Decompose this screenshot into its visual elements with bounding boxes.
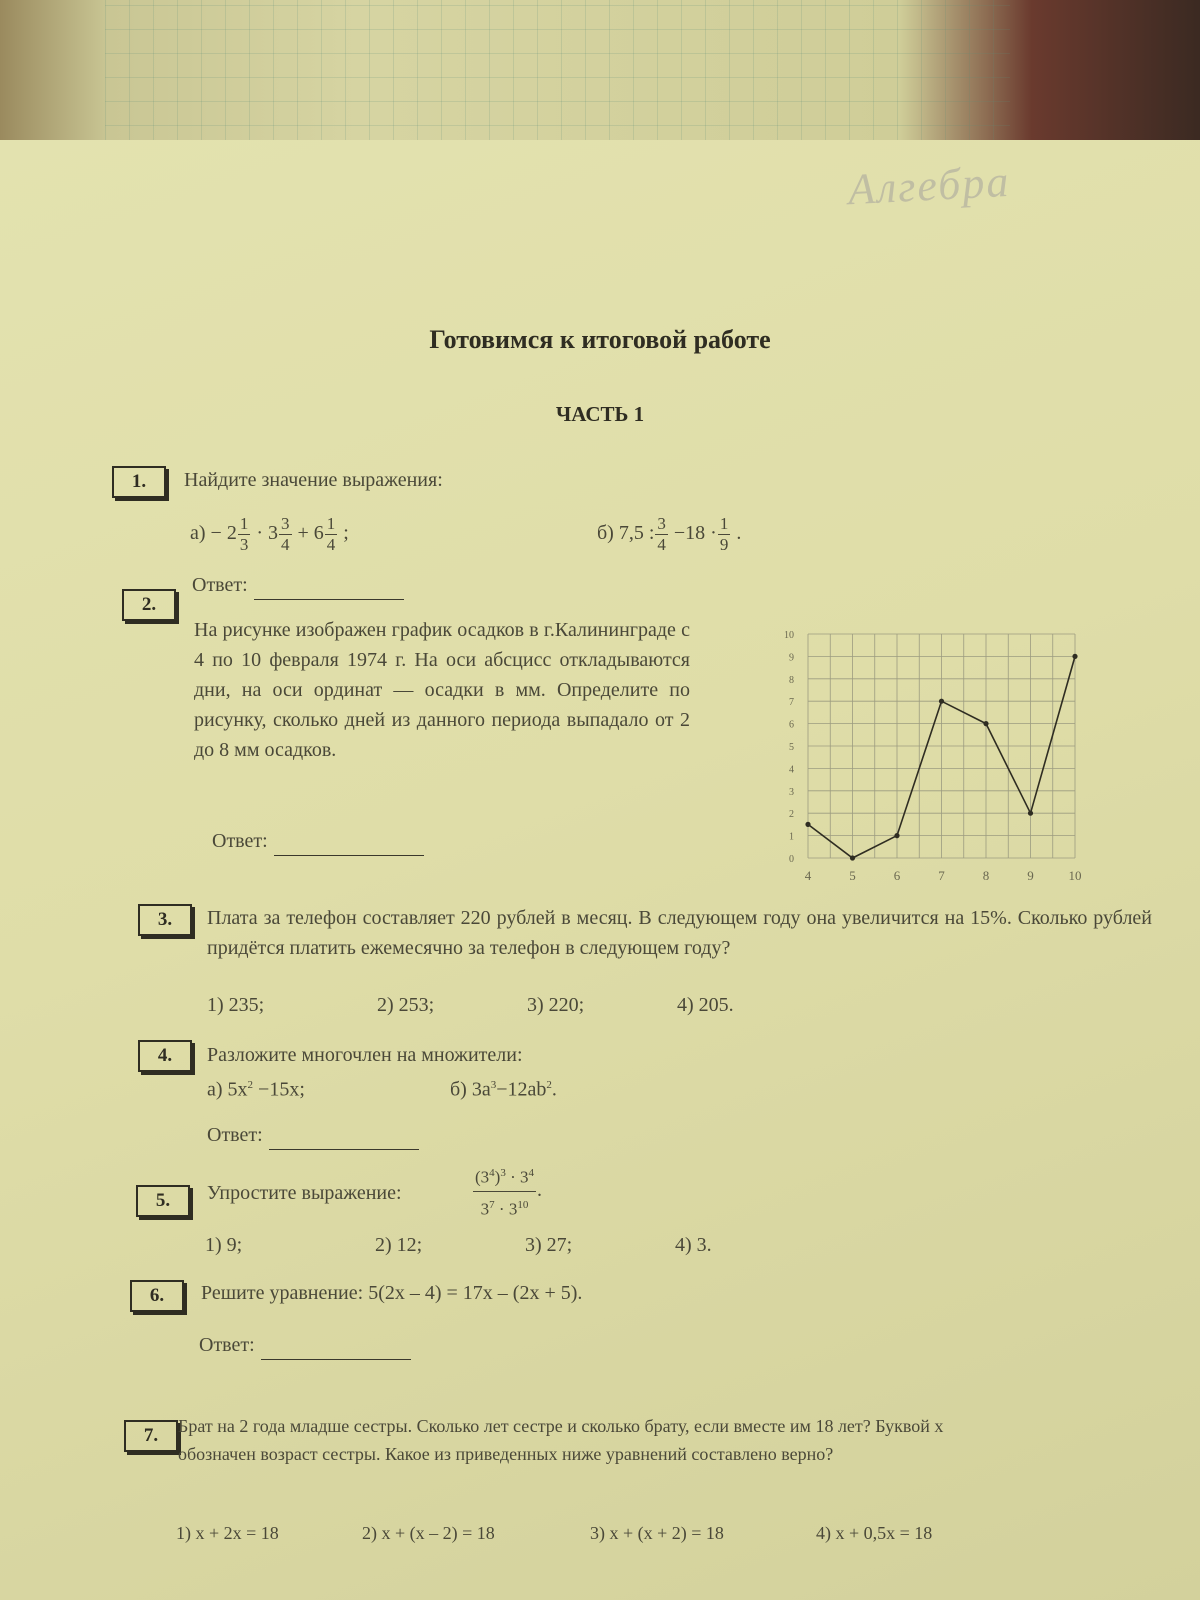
data-point [805, 822, 810, 827]
task-3-text: Плата за телефон составляет 220 рублей в месяц. В следующем году она увеличится на 15%. Сколько рублей придётся платить ежемесячно за телефон в следующем году? [207, 907, 1152, 959]
t4-a-part: а) 5x [207, 1078, 248, 1101]
task-5-expression [472, 1160, 542, 1222]
t5-sup: 3 [500, 1167, 506, 1179]
fraction-numerator [473, 1160, 536, 1192]
t4-b-part: . [551, 1078, 557, 1101]
y-tick-label: 2 [789, 809, 794, 821]
data-point [939, 699, 944, 704]
y-tick-label: 9 [789, 652, 794, 664]
task-2-answer [212, 826, 424, 856]
task-4-b [450, 1070, 557, 1105]
option-1[interactable]: 1) 235; [207, 994, 265, 1016]
option-2[interactable]: 2) 253; [377, 994, 435, 1016]
x-tick-label: 8 [982, 868, 990, 883]
t5-part: ) [494, 1167, 501, 1187]
x-tick-label: 4 [804, 868, 812, 883]
expr-b-part: . [736, 522, 742, 545]
fraction-denominator [473, 1192, 536, 1223]
task-3-number: 3. [138, 904, 192, 936]
answer-label: Ответ: [207, 1124, 263, 1146]
task-4-number: 4. [138, 1040, 192, 1072]
data-point [894, 833, 899, 838]
fraction-denominator: 4 [657, 535, 666, 554]
answer-label: Ответ: [199, 1334, 255, 1356]
expr-b-part: 7,5 : [618, 522, 655, 545]
handwritten-signature: Алгебра [846, 156, 1012, 215]
task-1-number: 1. [112, 466, 166, 498]
option-4[interactable]: 4) 205. [677, 994, 734, 1016]
fraction-numerator: 1 [239, 514, 249, 533]
task-6-number: 6. [130, 1280, 184, 1312]
y-tick-label: 8 [789, 674, 794, 686]
t5-sup: 4 [489, 1167, 495, 1179]
answer-label: Ответ: [192, 574, 248, 596]
data-point [1028, 811, 1033, 816]
answer-line[interactable] [261, 1339, 411, 1360]
data-point [850, 855, 855, 860]
precipitation-chart [770, 620, 1080, 892]
t4-b-part: −12ab [496, 1078, 547, 1101]
task-1-expression-a [190, 514, 349, 555]
option-3[interactable]: 3) 27; [525, 1234, 573, 1256]
answer-line[interactable] [254, 579, 404, 600]
answer-label: Ответ: [212, 830, 268, 852]
y-tick-label: 6 [789, 719, 794, 731]
task-4-text: Разложите многочлен на множители: [207, 1044, 523, 1066]
y-tick-label: 4 [789, 764, 794, 776]
option-1[interactable]: 1) x + 2x = 18 [176, 1523, 279, 1543]
option-1[interactable]: 1) 9; [205, 1234, 243, 1256]
y-tick-label: 3 [789, 786, 794, 798]
y-tick-label: 7 [789, 697, 794, 709]
background-desk [0, 0, 1200, 150]
y-tick-label: 10 [784, 630, 794, 641]
answer-line[interactable] [269, 1129, 419, 1150]
fraction-denominator: 3 [239, 535, 249, 554]
fraction-numerator: 3 [281, 514, 290, 533]
t4-b-part: б) 3a [450, 1078, 491, 1101]
t4-a-sup: 2 [247, 1079, 254, 1091]
t5-part: · 3 [505, 1167, 529, 1187]
option-2[interactable]: 2) 12; [375, 1234, 423, 1256]
data-point [983, 721, 988, 726]
expr-b-part: −18 · [673, 522, 717, 545]
y-axis-ticks [784, 630, 794, 865]
task-1-expression-b [597, 514, 741, 555]
fraction-numerator: 1 [326, 514, 336, 533]
task-5-number: 5. [136, 1185, 190, 1217]
option-3[interactable]: 3) 220; [527, 994, 585, 1016]
x-tick-label: 7 [938, 868, 945, 883]
task-7-number: 7. [124, 1420, 178, 1452]
task-1-answer [192, 570, 404, 600]
task-2-text: На рисунке изображен график осадков в г.Калининграде с 4 по 10 февраля 1974 г. На оси абсцисс откладываются дни, на оси ординат — осадки в мм. Определите по рисунку, сколько дней из данного периода выпадало от 2 до 8 мм осадков. [194, 619, 690, 761]
task-2-number: 2. [122, 589, 176, 621]
part-heading: ЧАСТЬ 1 [555, 402, 645, 426]
option-4[interactable]: 4) x + 0,5x = 18 [816, 1523, 933, 1543]
y-tick-label: 0 [789, 854, 794, 865]
t5-part: · 3 [494, 1199, 518, 1219]
x-axis-ticks [805, 868, 1082, 883]
fraction [718, 514, 731, 555]
y-tick-label: 5 [789, 742, 794, 753]
y-tick-label: 1 [789, 831, 794, 843]
t5-part: 3 [480, 1199, 490, 1219]
fraction [238, 514, 251, 555]
data-point [1072, 654, 1077, 659]
fraction-denominator: 9 [719, 535, 729, 554]
t4-a-part: −15x; [253, 1078, 305, 1101]
task-1-a-label: а) [190, 522, 206, 545]
x-tick-label: 9 [1027, 868, 1034, 883]
fraction [279, 514, 292, 555]
t5-sup: 4 [528, 1167, 535, 1179]
background-notebook [105, 0, 1010, 150]
expr-a-part: − 2 [210, 522, 237, 545]
x-tick-label: 10 [1068, 868, 1082, 883]
option-4[interactable]: 4) 3. [675, 1234, 712, 1256]
t4-b-sup: 3 [490, 1079, 497, 1091]
answer-line[interactable] [274, 835, 424, 856]
task-4-answer [207, 1120, 419, 1150]
task-6-text: Решите уравнение: 5(2x – 4) = 17x – (2x + 5). [201, 1282, 583, 1304]
expr-a-part: + 6 [297, 522, 324, 545]
t5-part: . [537, 1178, 543, 1201]
fraction [655, 514, 668, 555]
fraction [325, 514, 338, 555]
fraction [473, 1160, 536, 1222]
task-3-options [207, 990, 907, 1020]
t4-b-sup: 2 [546, 1079, 552, 1091]
option-3[interactable]: 3) x + (x + 2) = 18 [590, 1523, 724, 1543]
page-title: Готовимся к итоговой работе [429, 325, 771, 354]
fraction-numerator: 3 [657, 514, 666, 533]
expr-a-part: · 3 [256, 522, 278, 545]
t5-sup: 10 [517, 1198, 529, 1211]
task-5-text: Упростите выражение: [207, 1182, 402, 1204]
task-6-answer [199, 1330, 411, 1360]
task-7-options [176, 1518, 1076, 1548]
chart-grid [808, 634, 1075, 858]
t5-part: (3 [475, 1167, 490, 1187]
fraction-denominator: 4 [281, 535, 290, 554]
x-tick-label: 5 [849, 868, 856, 883]
t5-sup: 7 [489, 1198, 495, 1211]
fraction-denominator: 4 [326, 535, 336, 554]
option-2[interactable]: 2) x + (x – 2) = 18 [362, 1523, 495, 1543]
task-5-options [205, 1230, 905, 1260]
task-1-b-label: б) [597, 522, 614, 545]
fraction-numerator: 1 [719, 514, 729, 533]
task-4-a [207, 1070, 305, 1105]
task-7-text: Брат на 2 года младше сестры. Сколько лет сестре и сколько брату, если вместе им 18 лет? Буквой x обозначен возраст сестры. Какое из приведенных ниже уравнений составлено верно? [178, 1416, 944, 1464]
task-1-text: Найдите значение выражения: [184, 469, 443, 491]
x-tick-label: 6 [893, 868, 901, 883]
expr-a-part: ; [343, 522, 349, 545]
